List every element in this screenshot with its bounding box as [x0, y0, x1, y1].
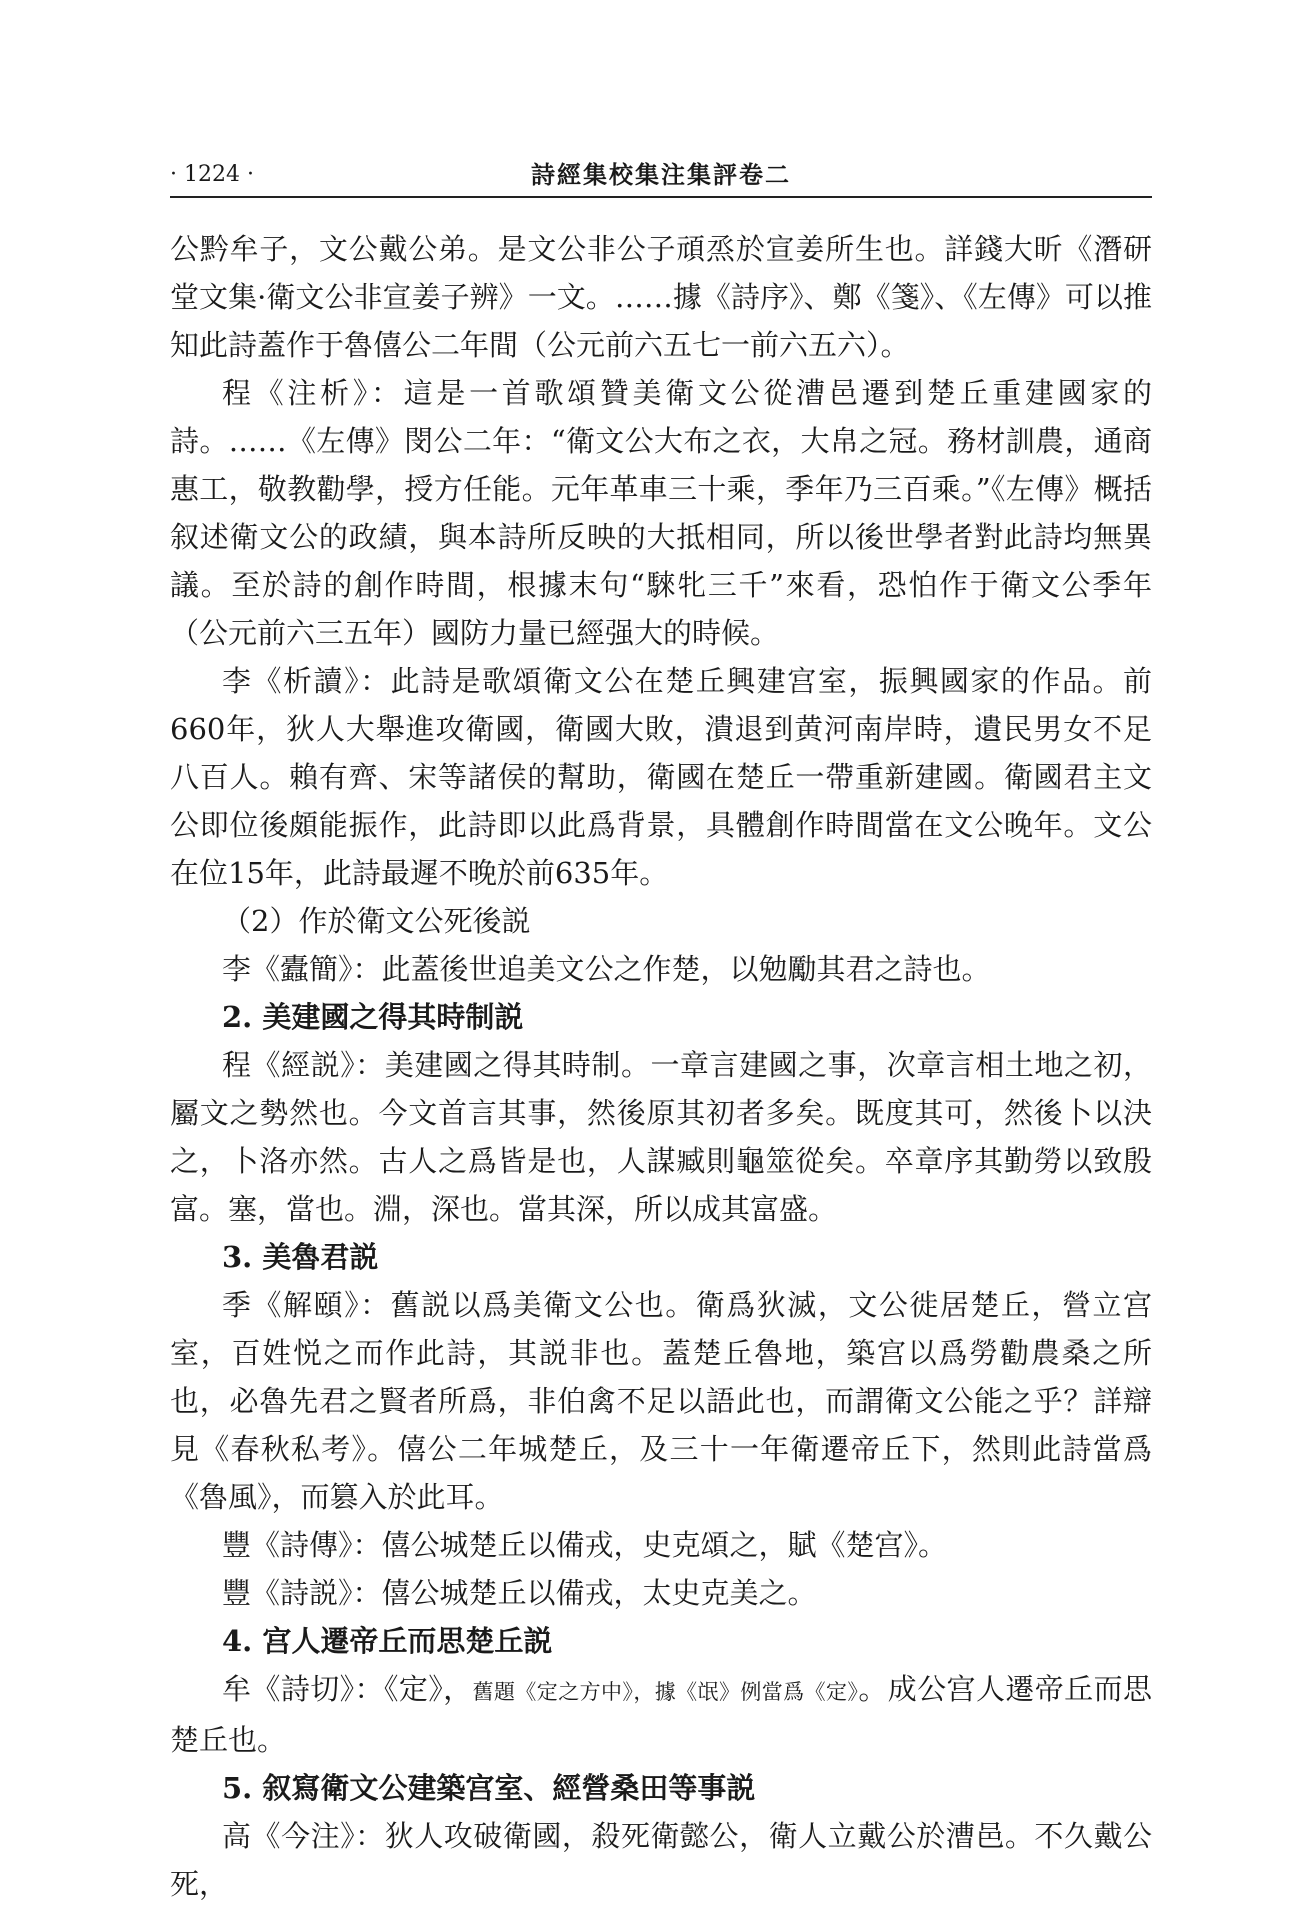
paragraph [170, 1665, 1152, 1764]
paragraph: 程《經説》：美建國之得其時制。一章言建國之事，次章言相土地之初，屬文之勢然也。今文首言其事，然後原其初者多矣。既度其可，然後卜以決之，卜洛亦然。古人之爲皆是也，人謀臧則龜筮從矣。卒章序其勤勞以致殷富。塞，當也。淵，深也。當其深，所以成其富盛。 [170, 1048, 1152, 1226]
paragraph: 公黔牟子，文公戴公弟。是文公非公子頑烝於宣姜所生也。詳錢大昕《潛研堂文集·衛文公非宣姜子辨》一文。……據《詩序》、鄭《箋》、《左傳》可以推知此詩蓋作于魯僖公二年間（公元前六五七一前六五六）。 [170, 232, 1152, 362]
header-rule [170, 196, 1152, 198]
inline-note: 舊題《定之方中》，據《氓》例當爲《定》 [472, 1680, 859, 1704]
section-heading: 3. 美魯君説 [222, 1240, 379, 1274]
paragraph: 李《析讀》：此詩是歌頌衛文公在楚丘興建宫室，振興國家的作品。前660年，狄人大舉進攻衛國，衛國大敗，潰退到黄河南岸時，遺民男女不足八百人。賴有齊、宋等諸侯的幫助，衛國在楚丘一帶重新建國。衛國君主文公即位後頗能振作，此詩即以此爲背景，具體創作時間當在文公晚年。文公在位15年，此詩最遲不晚於前635年。 [170, 664, 1152, 890]
subsection-heading: （2）作於衛文公死後説 [222, 904, 531, 938]
paragraph: 豐《詩傳》：僖公城楚丘以備戎，史克頌之，賦《楚宫》。 [222, 1528, 948, 1562]
page-header [170, 160, 1152, 200]
paragraph-text: 牟《詩切》：《定》， [222, 1672, 473, 1706]
paragraph: 程《注析》：這是一首歌頌贊美衛文公從漕邑遷到楚丘重建國家的詩。……《左傳》閔公二年：“衛文公大布之衣，大帛之冠。務材訓農，通商惠工，敬教勸學，授方任能。元年革車三十乘，季年乃三百乘。”《左傳》概括叙述衛文公的政績，與本詩所反映的大抵相同，所以後世學者對此詩均無異議。至於詩的創作時間，根據末句“騋牝三千”來看，恐怕作于衛文公季年（公元前六三五年）國防力量已經强大的時候。 [170, 376, 1152, 650]
paragraph-text: 。成公宫人遷帝丘而思楚丘也。 [170, 1672, 1152, 1757]
section-heading: 5. 叙寫衛文公建築宫室、經營桑田等事説 [222, 1771, 756, 1805]
paragraph: 高《今注》：狄人攻破衛國，殺死衛懿公，衛人立戴公於漕邑。不久戴公死， [170, 1819, 1152, 1901]
paragraph: 豐《詩説》：僖公城楚丘以備戎，太史克美之。 [222, 1576, 817, 1610]
section-heading: 4. 宫人遷帝丘而思楚丘説 [222, 1624, 553, 1658]
paragraph: 李《蠹簡》：此蓋後世追美文公之作楚，以勉勵其君之詩也。 [222, 952, 991, 986]
page-body [170, 225, 1152, 1908]
section-heading: 2. 美建國之得其時制説 [222, 1000, 524, 1034]
page-number: · 1224 · [170, 162, 254, 187]
paragraph: 季《解頤》：舊説以爲美衛文公也。衛爲狄滅，文公徙居楚丘，營立宫室，百姓悦之而作此詩，其説非也。蓋楚丘魯地，築宫以爲勞勸農桑之所也，必魯先君之賢者所爲，非伯禽不足以語此也，而謂衛文公能之乎？詳辯見《春秋私考》。僖公二年城楚丘，及三十一年衛遷帝丘下，然則此詩當爲《魯風》，而篡入於此耳。 [170, 1288, 1152, 1514]
running-title: 詩經集校集注集評卷二 [531, 160, 791, 189]
